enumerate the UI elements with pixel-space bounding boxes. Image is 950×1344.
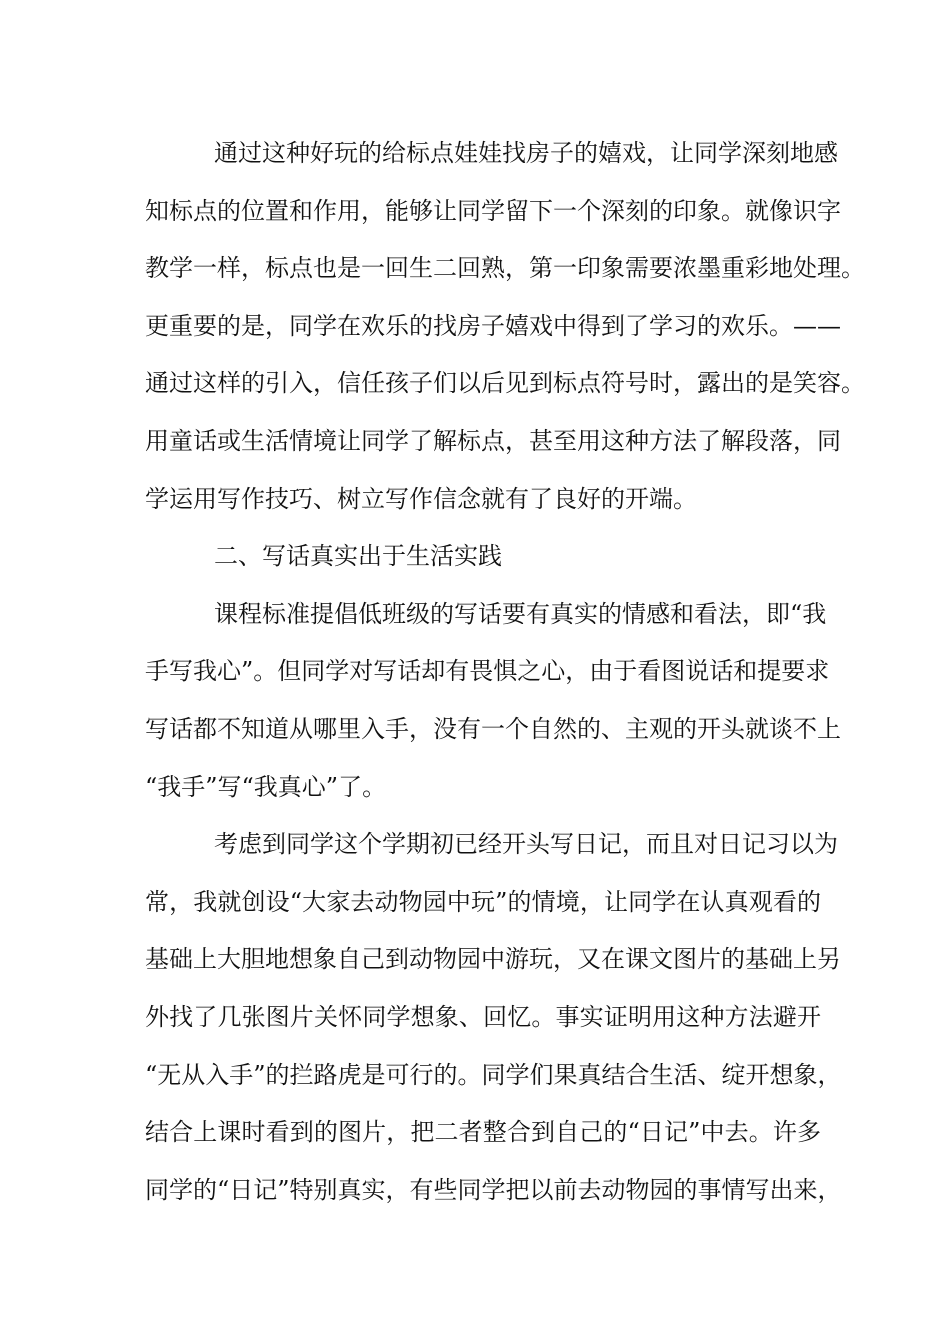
paragraph-line: 教学一样，标点也是一回生二回熟，第一印象需要浓墨重彩地处理。 — [145, 254, 865, 283]
paragraph-line: 手写我心”。但同学对写话却有畏惧之心，由于看图说话和提要求 — [145, 657, 830, 686]
paragraph-line: 通过这种好玩的给标点娃娃找房子的嬉戏，让同学深刻地感 — [214, 139, 838, 167]
paragraph-line: 更重要的是，同学在欢乐的找房子嬉戏中得到了学习的欢乐。—— — [145, 311, 841, 340]
paragraph-line: “无从入手”的拦路虎是可行的。同学们果真结合生活、绽开想象， — [145, 1060, 842, 1089]
paragraph-line: 课程标准提倡低班级的写话要有真实的情感和看法，即“我 — [214, 599, 827, 628]
paragraph-line: 用童话或生活情境让同学了解标点，甚至用这种方法了解段落，同 — [145, 426, 841, 455]
paragraph-line: 学运用写作技巧、树立写作信念就有了良好的开端。 — [145, 484, 697, 513]
paragraph-line: 基础上大胆地想象自己到动物园中游玩，又在课文图片的基础上另 — [145, 945, 841, 974]
section-heading: 二、写话真实出于生活实践 — [214, 542, 502, 571]
body-text — [145, 131, 865, 1225]
paragraph-line: 知标点的位置和作用，能够让同学留下一个深刻的印象。就像识字 — [145, 196, 841, 225]
paragraph-line: 写话都不知道从哪里入手，没有一个自然的、主观的开头就谈不上 — [145, 714, 841, 743]
paragraph-line: 考虑到同学这个学期初已经开头写日记，而且对日记习以为 — [214, 830, 838, 859]
paragraph-line: 同学的“日记”特别真实，有些同学把以前去动物园的事情写出来， — [145, 1175, 842, 1204]
paragraph-line: 通过这样的引入，信任孩子们以后见到标点符号时，露出的是笑容。 — [145, 369, 865, 398]
paragraph-line: 结合上课时看到的图片，把二者整合到自己的“日记”中去。许多 — [145, 1118, 821, 1147]
paragraph-line: 外找了几张图片关怀同学想象、回忆。事实证明用这种方法避开 — [145, 1002, 821, 1031]
paragraph-line: “我手”写“我真心”了。 — [145, 772, 387, 801]
paragraph-line: 常，我就创设“大家去动物园中玩”的情境，让同学在认真观看的 — [145, 887, 821, 916]
